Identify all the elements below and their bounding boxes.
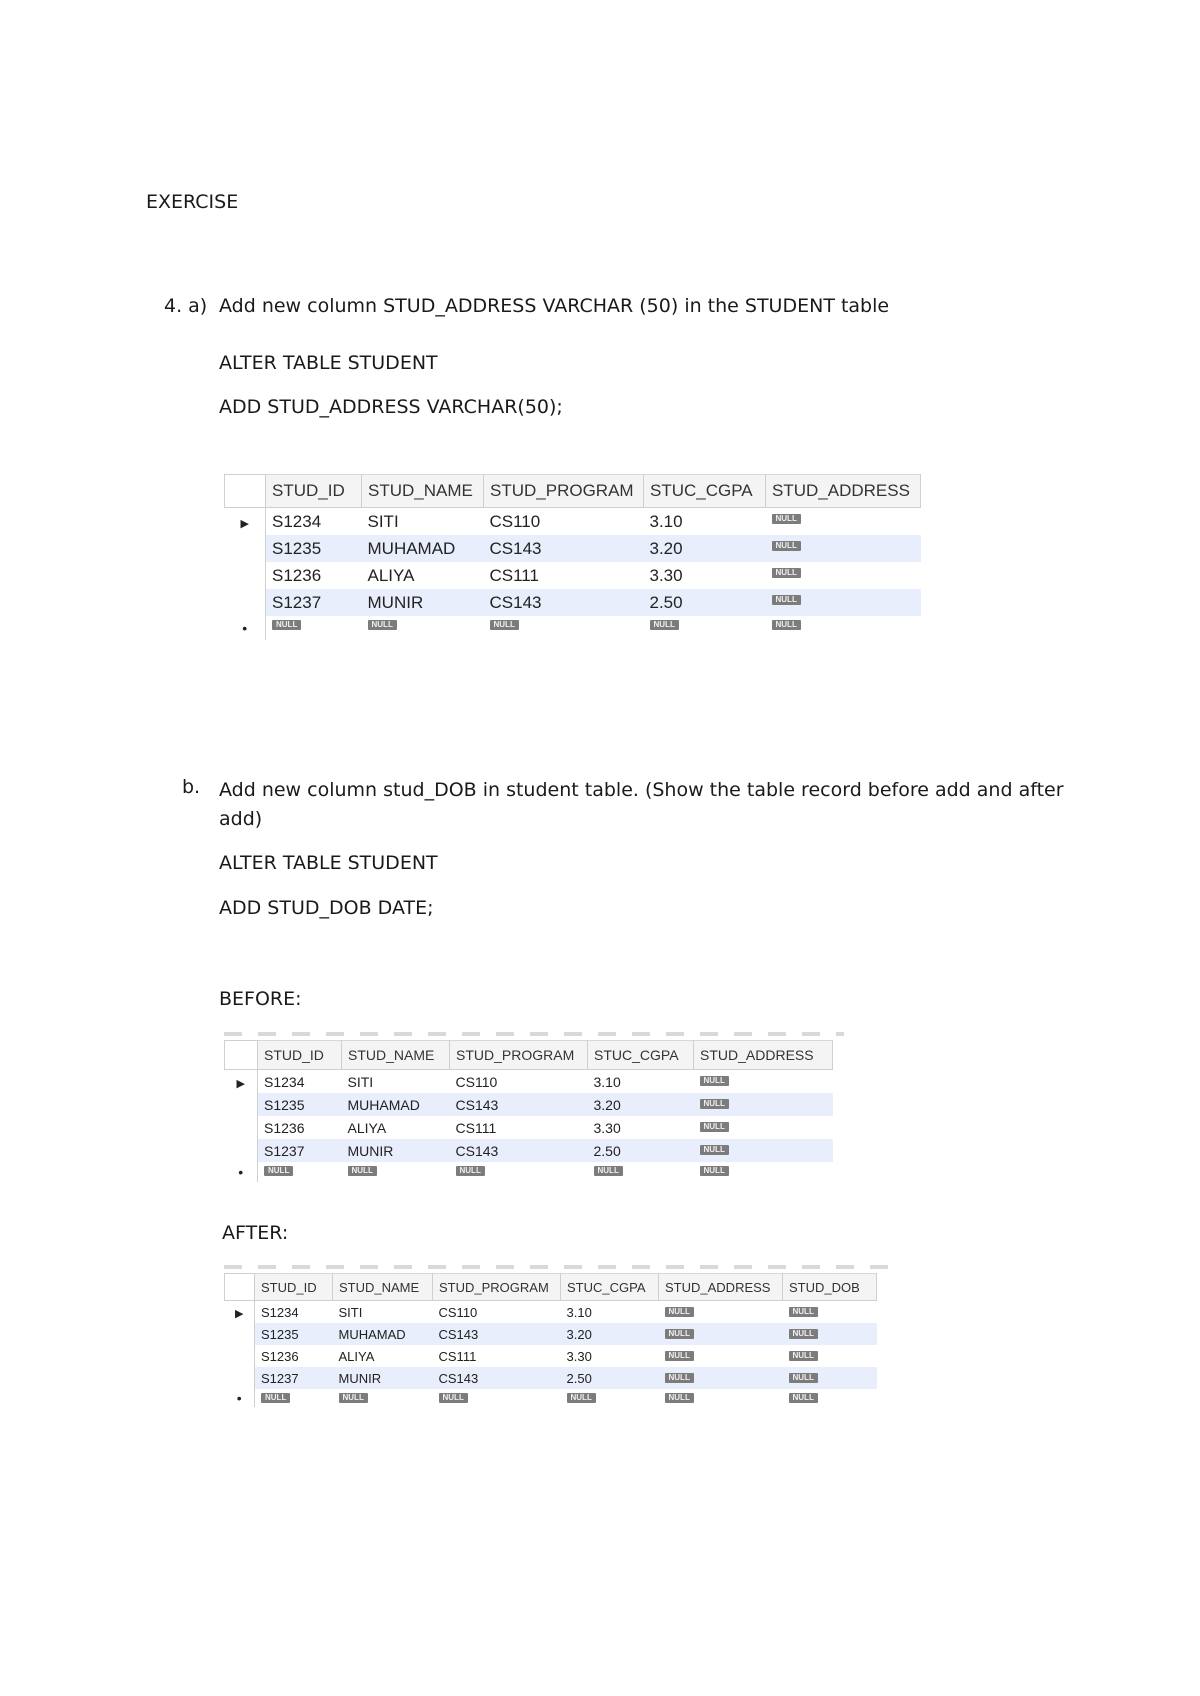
cell-address[interactable] [659,1367,783,1389]
column-header[interactable]: STUD_ADDRESS [659,1274,783,1301]
column-header[interactable]: STUC_CGPA [561,1274,659,1301]
null-badge: NULL [772,541,801,551]
column-header[interactable]: STUD_PROGRAM [433,1274,561,1301]
table-row[interactable] [225,1345,877,1367]
table-a-result-grid [224,474,921,640]
table-row[interactable] [225,1116,833,1139]
null-badge: NULL [368,620,397,630]
table-row[interactable] [225,1139,833,1162]
cell-stud-program[interactable]: CS143 [433,1323,561,1345]
null-badge: NULL [261,1393,290,1403]
null-badge: NULL [700,1122,729,1132]
before-label: BEFORE: [219,988,302,1010]
cell-stud-program[interactable]: CS110 [455,1073,498,1090]
null-badge: NULL [772,568,801,578]
cell-cgpa[interactable]: 3.20 [561,1323,659,1345]
null-badge: NULL [700,1099,729,1109]
column-header[interactable]: STUD_NAME [362,475,484,508]
null-badge: NULL [567,1393,596,1403]
question-a-number: 4. a) [164,295,208,317]
table-before-grid [224,1040,833,1182]
table-row[interactable] [225,1070,833,1094]
cell-stud-id[interactable]: S1234 [264,1073,305,1090]
cell-address[interactable] [659,1345,783,1367]
cell-address[interactable] [694,1116,833,1139]
null-badge: NULL [665,1373,694,1383]
cell-stud-program[interactable]: CS111 [438,1348,477,1364]
cell-stud-id[interactable]: S1235 [266,535,362,562]
question-b-sql-line1: ALTER TABLE STUDENT [219,852,438,874]
new-row[interactable] [225,1162,833,1182]
cell-address[interactable] [694,1093,833,1116]
column-header[interactable]: STUC_CGPA [644,475,766,508]
cell-address[interactable] [766,589,921,616]
cell-stud-name[interactable]: SITI [347,1073,374,1090]
cell-cgpa[interactable]: 3.30 [593,1119,621,1136]
cell-stud-program[interactable]: CS111 [489,565,539,585]
cell-address[interactable] [659,1301,783,1324]
table-row[interactable] [225,1301,877,1324]
cell-stud-program[interactable]: CS143 [484,535,644,562]
null-badge: NULL [650,620,679,630]
null-badge: NULL [772,514,801,524]
cell-stud-program[interactable]: CS110 [438,1304,478,1320]
cell-stud-id[interactable]: S1235 [258,1093,342,1116]
new-row[interactable] [225,1389,877,1407]
column-header[interactable]: STUC_CGPA [588,1041,694,1070]
null-badge: NULL [700,1166,729,1176]
table-row[interactable] [225,589,921,616]
column-header[interactable]: STUD_ID [258,1041,342,1070]
cell-stud-id[interactable]: S1237 [258,1139,342,1162]
null-badge: NULL [665,1307,694,1317]
null-badge: NULL [772,595,801,605]
cell-cgpa[interactable]: 3.20 [644,535,766,562]
null-badge: NULL [772,620,801,630]
cell-stud-id[interactable]: S1234 [272,511,322,531]
null-badge: NULL [789,1393,818,1403]
cell-stud-name[interactable]: SITI [367,511,399,531]
cell-stud-name[interactable]: MUNIR [362,589,484,616]
column-header[interactable]: STUD_NAME [333,1274,433,1301]
current-row-arrow-icon: ▶ [236,1077,245,1090]
cell-cgpa[interactable]: 3.20 [588,1093,694,1116]
toolbar-strip [224,1032,844,1036]
cell-cgpa[interactable]: 3.10 [649,511,683,531]
column-header[interactable]: STUD_ID [255,1274,333,1301]
cell-stud-name[interactable]: MUNIR [333,1367,433,1389]
cell-dob[interactable] [783,1345,877,1367]
cell-stud-id[interactable]: S1235 [255,1323,333,1345]
grid-corner [225,475,266,508]
column-header[interactable]: STUD_PROGRAM [450,1041,588,1070]
column-header[interactable]: STUD_ADDRESS [766,475,921,508]
cell-address[interactable] [694,1139,833,1162]
cell-cgpa[interactable]: 2.50 [644,589,766,616]
table-row[interactable] [225,1323,877,1345]
cell-stud-name[interactable]: MUHAMAD [342,1093,450,1116]
cell-stud-program[interactable]: CS111 [455,1119,497,1136]
grid-corner [225,1274,255,1301]
grid-corner [225,1041,258,1070]
cell-stud-program[interactable]: CS143 [450,1139,588,1162]
cell-stud-program[interactable]: CS143 [484,589,644,616]
table-row[interactable] [225,1367,877,1389]
null-badge: NULL [272,620,301,630]
null-badge: NULL [700,1145,729,1155]
cell-stud-id[interactable]: S1236 [261,1348,299,1364]
cell-dob[interactable] [783,1367,877,1389]
cell-dob[interactable] [783,1323,877,1345]
cell-cgpa[interactable]: 3.10 [566,1304,592,1320]
null-badge: NULL [456,1166,485,1176]
null-badge: NULL [789,1373,818,1383]
new-row-marker-icon: • [238,1164,244,1180]
column-header[interactable]: STUD_NAME [342,1041,450,1070]
cell-stud-name[interactable]: MUNIR [342,1139,450,1162]
null-badge: NULL [439,1393,468,1403]
cell-address[interactable] [659,1323,783,1345]
null-badge: NULL [348,1166,377,1176]
table-after-grid [224,1273,877,1407]
question-b-sql-line2: ADD STUD_DOB DATE; [219,897,434,919]
cell-stud-id[interactable]: S1234 [261,1304,299,1320]
column-header[interactable]: STUD_ADDRESS [694,1041,833,1070]
question-a-text: Add new column STUD_ADDRESS VARCHAR (50) in the STUDENT table [219,295,890,317]
question-a-sql-line1: ALTER TABLE STUDENT [219,352,438,374]
cell-address[interactable] [766,535,921,562]
column-header[interactable]: STUD_ID [266,475,362,508]
cell-stud-name[interactable]: SITI [338,1304,363,1320]
table-row[interactable] [225,535,921,562]
question-b-text: Add new column stud_DOB in student table. (Show the table record before add and after add) [219,779,1064,830]
cell-stud-program[interactable]: CS110 [489,511,541,531]
null-badge: NULL [339,1393,368,1403]
new-row-marker-icon: • [236,1389,242,1406]
cell-stud-name[interactable]: MUHAMAD [362,535,484,562]
cell-stud-program[interactable]: CS143 [433,1367,561,1389]
null-badge: NULL [665,1351,694,1361]
cell-stud-name[interactable]: ALIYA [367,565,415,585]
null-badge: NULL [665,1393,694,1403]
cell-cgpa[interactable]: 3.30 [649,565,683,585]
cell-stud-program[interactable]: CS143 [450,1093,588,1116]
table-row[interactable] [225,1093,833,1116]
null-badge: NULL [789,1351,818,1361]
cell-stud-id[interactable]: S1237 [255,1367,333,1389]
table-row[interactable] [225,562,921,589]
null-badge: NULL [700,1076,729,1086]
null-badge: NULL [665,1329,694,1339]
null-badge: NULL [264,1166,293,1176]
null-badge: NULL [789,1329,818,1339]
cell-cgpa[interactable]: 3.30 [566,1348,592,1364]
cell-stud-name[interactable]: ALIYA [338,1348,375,1364]
cell-cgpa[interactable]: 2.50 [561,1367,659,1389]
cell-address[interactable] [694,1070,833,1094]
after-label: AFTER: [222,1222,289,1244]
cell-address[interactable] [766,562,921,589]
cell-dob[interactable] [783,1301,877,1324]
null-badge: NULL [490,620,519,630]
current-row-arrow-icon: ▶ [235,1307,244,1320]
current-row-arrow-icon: ▶ [240,517,249,530]
cell-cgpa[interactable]: 2.50 [588,1139,694,1162]
column-header[interactable]: STUD_DOB [783,1274,877,1301]
cell-stud-id[interactable]: S1237 [266,589,362,616]
cell-stud-id[interactable]: S1236 [264,1119,305,1136]
new-row[interactable] [225,616,921,640]
toolbar-strip [224,1265,888,1269]
cell-stud-name[interactable]: ALIYA [347,1119,387,1136]
question-b-number: b. [182,776,201,798]
cell-address[interactable] [766,508,921,536]
new-row-marker-icon: • [242,620,248,636]
exercise-heading: EXERCISE [146,191,239,213]
cell-stud-name[interactable]: MUHAMAD [333,1323,433,1345]
null-badge: NULL [789,1307,818,1317]
cell-stud-id[interactable]: S1236 [272,565,322,585]
table-row[interactable] [225,508,921,536]
question-a-sql-line2: ADD STUD_ADDRESS VARCHAR(50); [219,396,563,418]
null-badge: NULL [594,1166,623,1176]
cell-cgpa[interactable]: 3.10 [593,1073,621,1090]
column-header[interactable]: STUD_PROGRAM [484,475,644,508]
